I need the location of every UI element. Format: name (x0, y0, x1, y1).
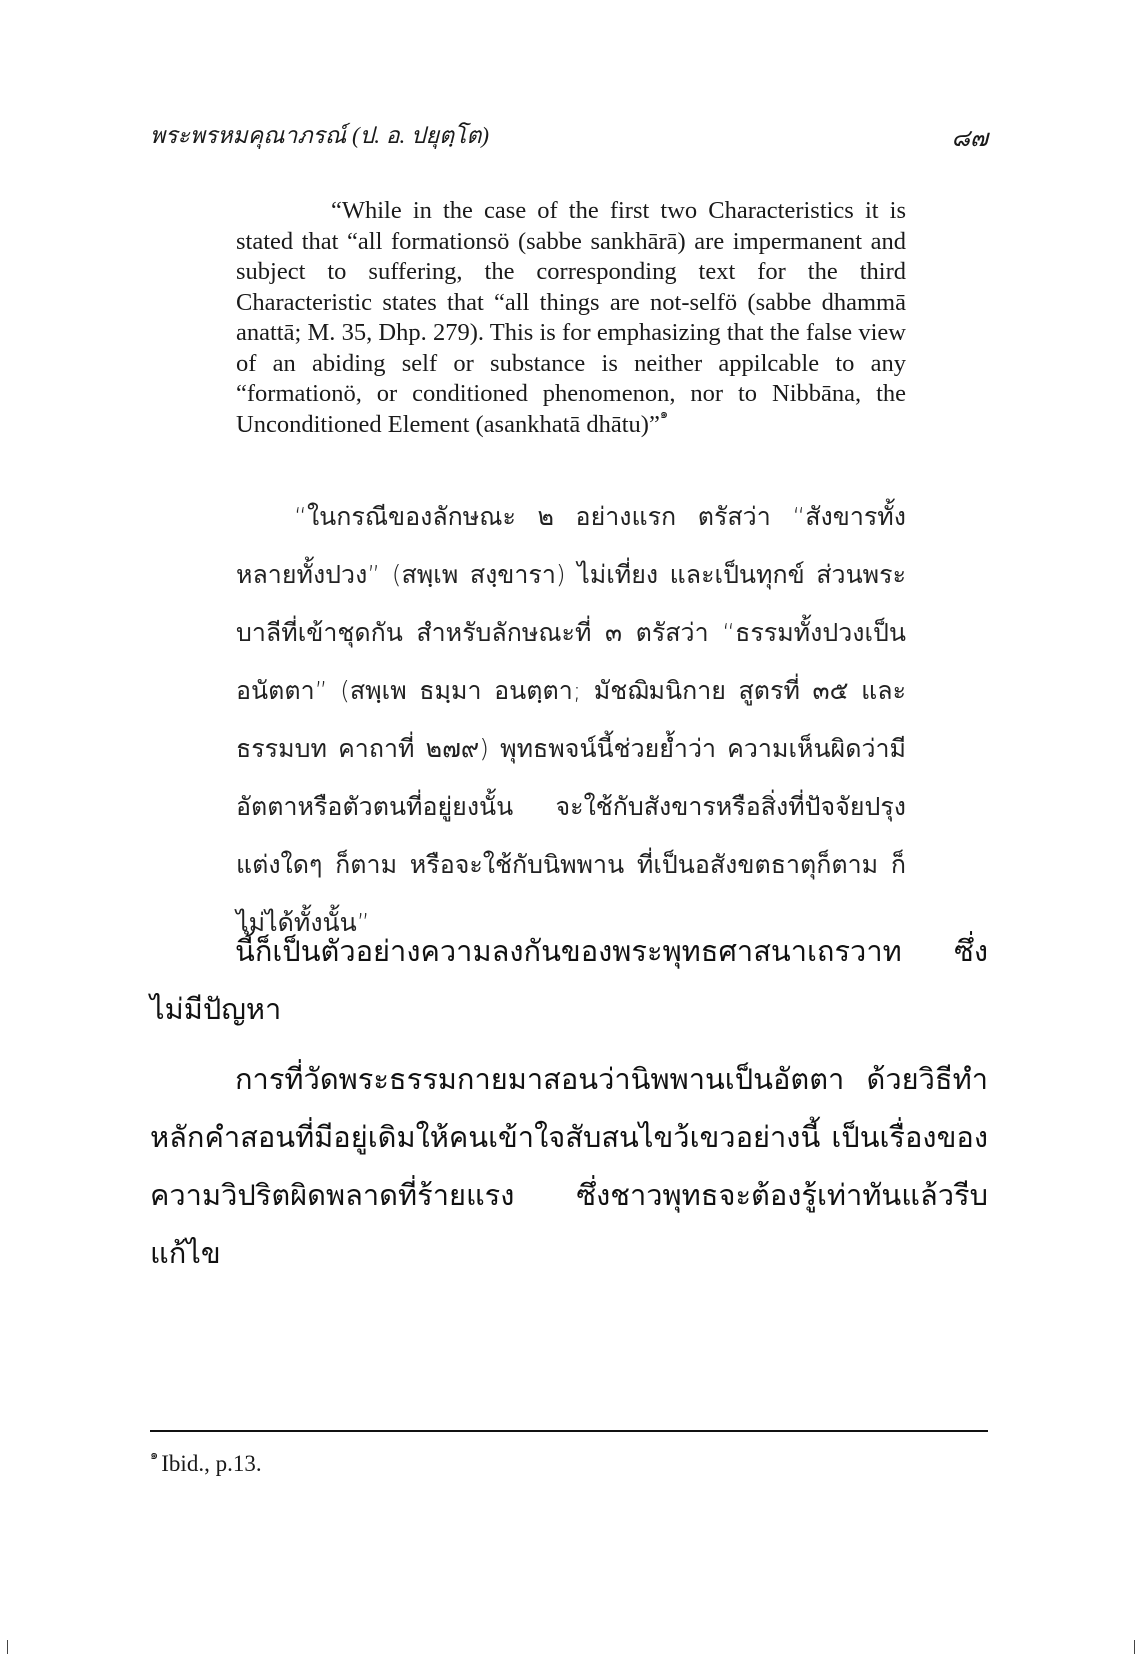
body-paragraph-1 (150, 922, 988, 1038)
thai-block-quote (236, 488, 906, 952)
body-paragraph-2 (150, 1050, 988, 1282)
page-number: ๘๗ (951, 126, 988, 152)
body-paragraph-2-text: การที่วัดพระธรรมกายมาสอนว่านิพพานเป็นอัตตา ด้วยวิธีทำหลักคำสอนที่มีอยู่เดิมให้คนเข้าใจสับสนไขว้เขวอย่างนี้ เป็นเรื่องของความวิปริตผิดพลาดที่ร้ายแรง ซึ่งชาวพุทธจะต้องรู้เท่าทันแล้วรีบแก้ไข (150, 1062, 988, 1270)
footnote-reference[interactable]: ๑ (659, 405, 669, 421)
footnote-text: Ibid., p.13. (161, 1451, 262, 1476)
footnote-divider (150, 1430, 988, 1432)
crop-mark-left (7, 1640, 8, 1654)
running-title: พระพรหมคุณาภรณ์ (ป. อ. ปยุตฺโต) (150, 123, 489, 148)
footnote-marker: ๑ (150, 1447, 159, 1462)
footnote (150, 1444, 262, 1477)
crop-mark-right (1134, 1640, 1135, 1654)
body-paragraph-1-text: นี้ก็เป็นตัวอย่างความลงกันของพระพุทธศาสนาเถรวาท ซึ่งไม่มีปัญหา (150, 934, 988, 1026)
english-quote-text: “While in the case of the first two Characteristics it is stated that “all formationsö (sabbe sankhārā) are impermanent and subject to suffering, the corresponding text for the third Characteristic states that “all things are not-selfö (sabbe dhammā anattā; M. 35, Dhp. 279). This is for emphasizing that the false view of an abiding self or substance is neither appilcable to any “formationö, or conditioned phenomenon, nor to Nibbāna, the Unconditioned Element (asankhatā dhātu)” (236, 197, 906, 438)
page-header (150, 118, 988, 158)
thai-quote-text: “ในกรณีของลักษณะ ๒ อย่างแรก ตรัสว่า “สังขารทั้งหลายทั้งปวง” (สพฺเพ สงฺขารา) ไม่เที่ยง และเป็นทุกข์ ส่วนพระบาลีที่เข้าชุดกัน สำหรับลักษณะที่ ๓ ตรัสว่า “ธรรมทั้งปวงเป็นอนัตตา” (สพฺเพ ธมฺมา อนตฺตา; มัชฌิมนิกาย สูตรที่ ๓๕ และธรรมบท คาถาที่ ๒๗๙) พุทธพจน์นี้ช่วยย้ำว่า ความเห็นผิดว่ามีอัตตาหรือตัวตนที่อยู่ยงนั้น จะใช้กับสังขารหรือสิ่งที่ปัจจัยปรุงแต่งใดๆ ก็ตาม หรือจะใช้กับนิพพาน ที่เป็นอสังขตธาตุก็ตาม ก็ไม่ได้ทั้งนั้น” (236, 502, 906, 937)
english-block-quote (236, 196, 906, 440)
